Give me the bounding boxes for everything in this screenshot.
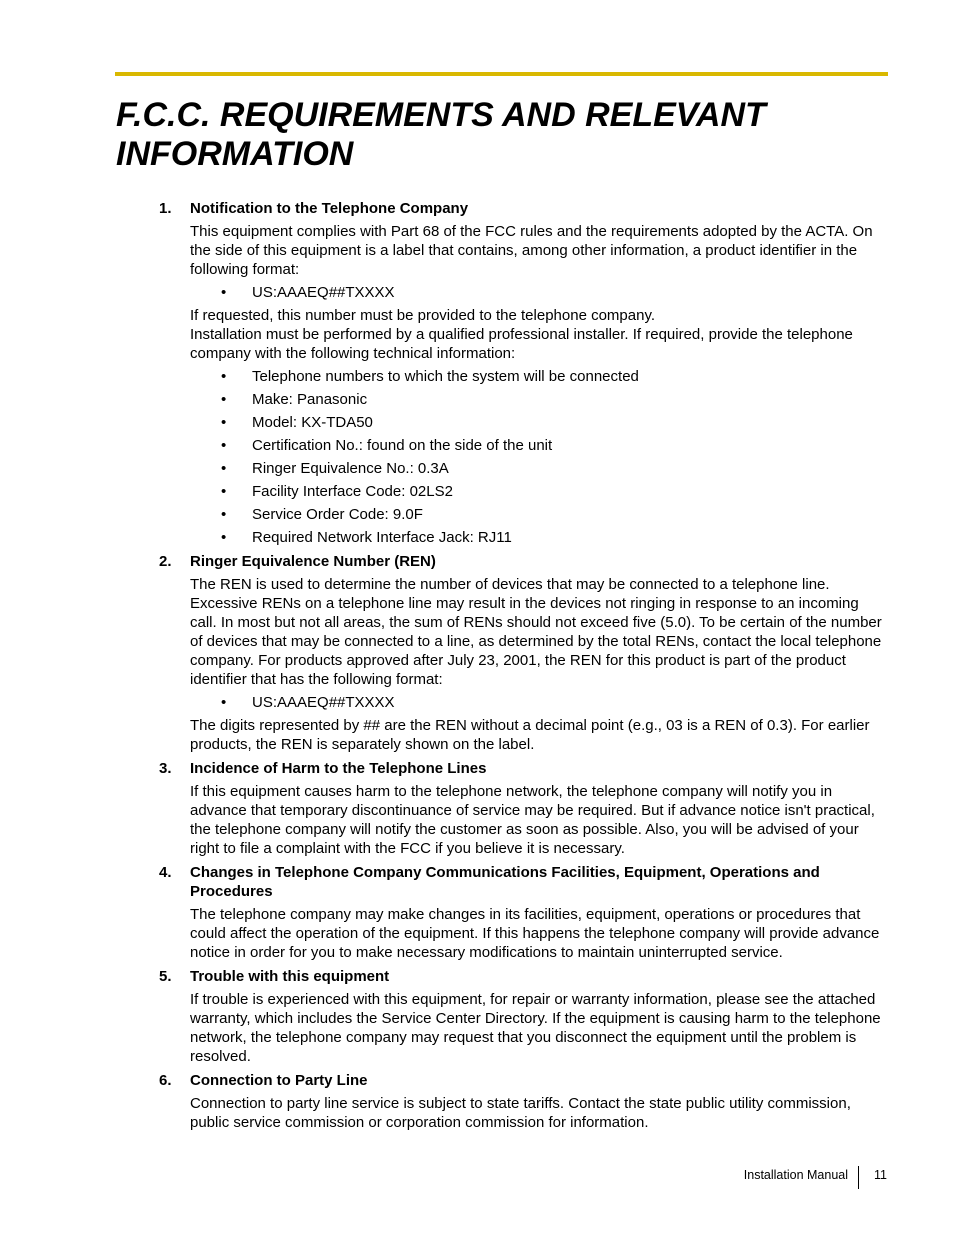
bullet-list xyxy=(190,283,888,302)
list-item: • Make: Panasonic xyxy=(221,391,368,408)
list-item: • Required Network Interface Jack: RJ11 xyxy=(221,529,512,546)
section-heading: Changes in Telephone Company Communications Facilities, Equipment, Operations and Procedures xyxy=(190,864,820,900)
bullet-icon: • xyxy=(221,529,227,546)
bullet-icon: • xyxy=(221,694,227,711)
list-item: • US:AAAEQ##TXXXX xyxy=(221,694,395,711)
page-title: F.C.C. REQUIREMENTS AND RELEVANT INFORMATION xyxy=(116,96,766,173)
list-item: • US:AAAEQ##TXXXX xyxy=(221,284,395,301)
section-heading: Trouble with this equipment xyxy=(190,968,390,985)
bullet-icon: • xyxy=(221,506,227,523)
section-heading: Notification to the Telephone Company xyxy=(190,200,469,217)
bullet-icon: • xyxy=(221,414,227,431)
paragraph: This equipment complies with Part 68 of the FCC rules and the requirements adopted by the ACTA. On the side of this equipment is a label that contains, among other information, a product identifier in the following format: xyxy=(190,223,873,278)
section-5 xyxy=(159,967,888,1066)
paragraph: The digits represented by ## are the REN without a decimal point (e.g., 03 is a REN of 0.3). For earlier products, the REN is separately shown on the label. xyxy=(190,717,870,753)
list-item: • Service Order Code: 9.0F xyxy=(221,506,423,523)
paragraph: Installation must be performed by a qualified professional installer. If required, provide the telephone company with the following technical information: xyxy=(190,326,853,362)
list-item: • Facility Interface Code: 02LS2 xyxy=(221,483,453,500)
section-number: 4. xyxy=(159,864,172,881)
bullet-list xyxy=(190,693,888,712)
section-number: 5. xyxy=(159,968,172,985)
section-number: 2. xyxy=(159,553,172,570)
page-footer xyxy=(700,1166,888,1188)
paragraph: Connection to party line service is subject to state tariffs. Contact the state public utility commission, public service commission or corporation commission for information. xyxy=(190,1095,851,1131)
section-heading: Connection to Party Line xyxy=(190,1072,368,1089)
paragraph: If trouble is experienced with this equipment, for repair or warranty information, please see the attached warranty, which includes the Service Center Directory. If the equipment is causing harm to the telephone network, the telephone company may request that you disconnect the equipment until the problem is resolved. xyxy=(190,991,881,1065)
bullet-icon: • xyxy=(221,460,227,477)
section-number: 6. xyxy=(159,1072,172,1089)
page-number: 11 xyxy=(874,1168,887,1182)
list-item: • Model: KX-TDA50 xyxy=(221,414,373,431)
section-6 xyxy=(159,1071,888,1132)
document-body xyxy=(159,199,888,1132)
bullet-icon: • xyxy=(221,391,227,408)
section-heading: Ringer Equivalence Number (REN) xyxy=(190,553,436,570)
list-item: • Telephone numbers to which the system will be connected xyxy=(221,368,639,385)
footer-label: Installation Manual xyxy=(743,1168,848,1182)
bullet-icon: • xyxy=(221,368,227,385)
section-number: 1. xyxy=(159,200,172,217)
bullet-icon: • xyxy=(221,437,227,454)
paragraph: The REN is used to determine the number of devices that may be connected to a telephone line. Excessive RENs on a telephone line may result in the devices not ringing in response to an incoming call. In most but not all areas, the sum of RENs should not exceed five (5.0). To be certain of the number of devices that may be connected to a line, as determined by the total RENs, contact the local telephone company. For products approved after July 23, 2001, the REN for this product is part of the product identifier that has the following format: xyxy=(190,576,882,688)
paragraph: The telephone company may make changes in its facilities, equipment, operations or procedures that could affect the operation of the equipment. If this happens the telephone company will provide advance notice in order for you to make necessary modifications to maintain uninterrupted service. xyxy=(190,906,880,961)
section-heading: Incidence of Harm to the Telephone Lines xyxy=(190,760,487,777)
paragraph: If this equipment causes harm to the telephone network, the telephone company will notify you in advance that temporary discontinuance of service may be required. But if advance notice isn't practical, the telephone company will notify the customer as soon as possible. Also, you will be advised of your right to file a complaint with the FCC if you believe it is necessary. xyxy=(190,783,875,857)
section-4 xyxy=(159,863,888,962)
list-item: • Ringer Equivalence No.: 0.3A xyxy=(221,460,449,477)
header-rule xyxy=(115,72,888,76)
bullet-list xyxy=(190,367,888,547)
footer-divider xyxy=(858,1166,859,1189)
bullet-icon: • xyxy=(221,284,227,301)
paragraph: If requested, this number must be provided to the telephone company. xyxy=(190,307,655,324)
list-item: • Certification No.: found on the side of the unit xyxy=(221,437,553,454)
section-3 xyxy=(159,759,888,858)
section-number: 3. xyxy=(159,760,172,777)
bullet-icon: • xyxy=(221,483,227,500)
section-1 xyxy=(159,199,888,547)
section-2 xyxy=(159,552,888,754)
